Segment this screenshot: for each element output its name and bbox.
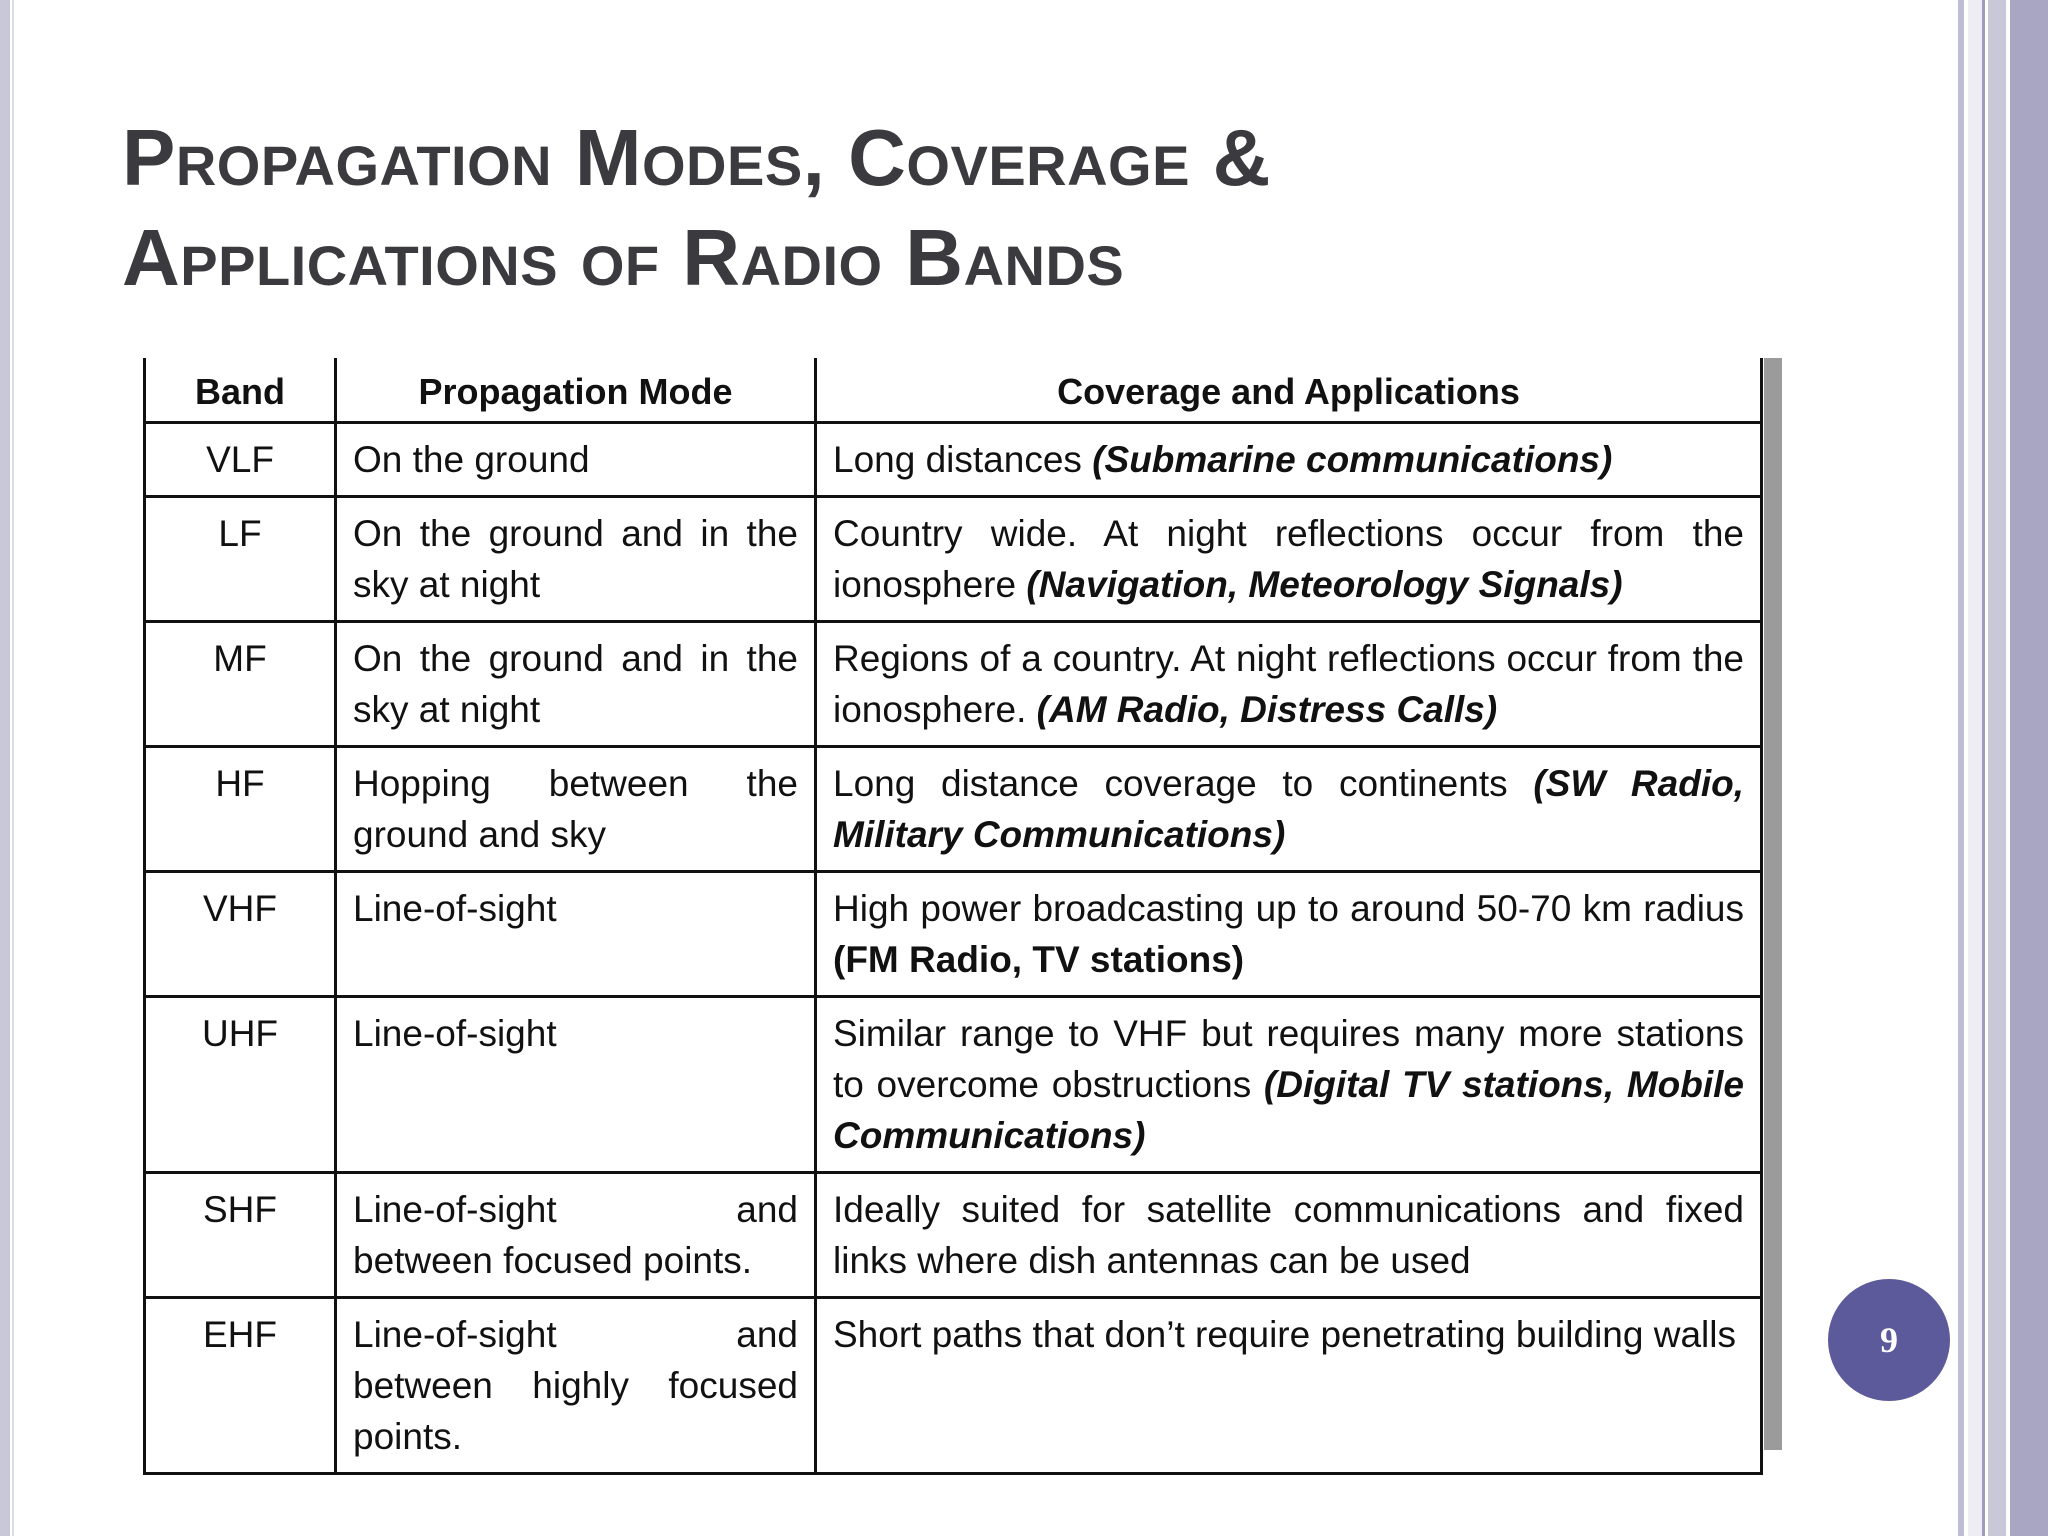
application-text: (AM Radio, Distress Calls) <box>1036 689 1498 730</box>
mode-cell <box>336 1173 816 1298</box>
slide-title-line-1: Propagation Modes, Coverage & <box>122 113 1271 202</box>
header-coverage: Coverage and Applications <box>816 358 1762 423</box>
coverage-cell <box>816 747 1762 872</box>
left-border-line <box>12 0 14 1536</box>
slide-title-line-2: Applications of Radio Bands <box>122 213 1125 302</box>
mode-cell: Line-of-sight <box>336 872 816 997</box>
application-text: (Submarine communications) <box>1092 439 1613 480</box>
table-row <box>145 1298 1762 1474</box>
mode-cell: Line-of-sight <box>336 997 816 1173</box>
mode-text-spaced: Line-of-sight and <box>353 1189 798 1230</box>
coverage-text: High power broadcasting up to around 50-70 km radius <box>833 888 1744 929</box>
coverage-cell: Short paths that don’t require penetrating building walls <box>816 1298 1762 1474</box>
coverage-text: Similar range to VHF but requires many more stations to overcome obstructions <box>833 1013 1744 1105</box>
band-cell: VLF <box>145 423 336 497</box>
application-text: (FM Radio, TV stations) <box>833 939 1245 980</box>
left-border-stripe <box>0 0 10 1536</box>
coverage-cell <box>816 622 1762 747</box>
mode-cell <box>336 1298 816 1474</box>
coverage-cell <box>816 997 1762 1173</box>
application-text: (SW Radio, Military Communications) <box>833 763 1744 855</box>
coverage-text: Long distance coverage to continents <box>833 763 1534 804</box>
right-sidebar-stripe <box>1958 0 1964 1536</box>
table-row <box>145 622 1762 747</box>
band-cell: EHF <box>145 1298 336 1474</box>
mode-text: between focused points. <box>353 1240 753 1281</box>
band-cell: SHF <box>145 1173 336 1298</box>
right-sidebar-stripe <box>1988 0 2006 1536</box>
coverage-text: Regions of a country. At night reflections occur from the ionosphere. <box>833 638 1744 730</box>
mode-cell: Hopping between the ground and sky <box>336 747 816 872</box>
table-container <box>143 358 1783 1457</box>
mode-text: between highly focused points. <box>353 1365 798 1457</box>
table-header-row <box>145 358 1762 423</box>
band-cell: HF <box>145 747 336 872</box>
right-sidebar-stripe <box>2010 0 2048 1536</box>
coverage-cell <box>816 497 1762 622</box>
coverage-text: Long distances <box>833 439 1093 480</box>
table-row <box>145 872 1762 997</box>
band-cell: UHF <box>145 997 336 1173</box>
radio-bands-table <box>143 358 1763 1475</box>
coverage-text: Country wide. At night reflections occur from the ionosphere <box>833 513 1744 605</box>
table-row <box>145 1173 1762 1298</box>
mode-cell: On the ground <box>336 423 816 497</box>
band-cell: LF <box>145 497 336 622</box>
page-number: 9 <box>1880 1320 1898 1360</box>
table-row <box>145 423 1762 497</box>
coverage-cell: Ideally suited for satellite communications and fixed links where dish antennas can be used <box>816 1173 1762 1298</box>
header-propagation-mode: Propagation Mode <box>336 358 816 423</box>
band-cell: MF <box>145 622 336 747</box>
application-text: (Navigation, Meteorology Signals) <box>1026 564 1623 605</box>
mode-text-spaced: Line-of-sight and <box>353 1314 798 1355</box>
page-number-badge <box>1828 1279 1950 1401</box>
band-cell: VHF <box>145 872 336 997</box>
table-row <box>145 747 1762 872</box>
slide-title <box>122 108 1722 308</box>
coverage-cell <box>816 872 1762 997</box>
coverage-cell <box>816 423 1762 497</box>
header-band: Band <box>145 358 336 423</box>
right-sidebar-stripe <box>1982 0 1985 1536</box>
table-row <box>145 997 1762 1173</box>
table-row <box>145 497 1762 622</box>
mode-cell: On the ground and in the sky at night <box>336 497 816 622</box>
mode-cell: On the ground and in the sky at night <box>336 622 816 747</box>
application-text: (Digital TV stations, Mobile Communications) <box>833 1064 1744 1156</box>
right-sidebar-stripe <box>1968 0 1982 1536</box>
